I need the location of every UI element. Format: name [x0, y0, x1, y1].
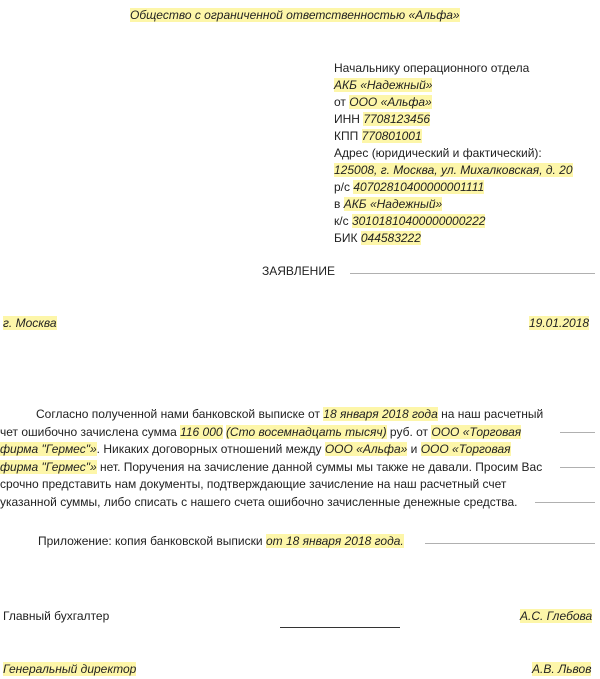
- corr-account-label: к/с: [334, 214, 349, 228]
- accountant-title: Главный бухгалтер: [3, 609, 110, 623]
- director-title: Генеральный директор: [3, 662, 137, 676]
- signature-line: [280, 627, 400, 628]
- in-bank-line: [334, 197, 442, 211]
- account-line: [334, 180, 484, 194]
- account-label: р/с: [334, 180, 351, 194]
- doc-title: ЗАЯВЛЕНИЕ: [262, 264, 335, 278]
- bik-line: [334, 231, 421, 245]
- amount-words: (Сто восемнадцать тысяч): [225, 424, 387, 439]
- form-line: [535, 502, 595, 503]
- corr-account-line: [334, 214, 485, 228]
- body-line-3: фирма "Гермес"». Никаких договорных отношений между ООО «Альфа» и ООО «Торговая: [0, 442, 511, 456]
- director-name: А.В. Львов: [532, 662, 592, 676]
- attachment-line: [38, 534, 404, 548]
- form-line: [560, 432, 595, 433]
- address-value: 125008, г. Москва, ул. Михалковская, д. 20: [334, 163, 573, 177]
- statement-date: 18 января 2018 года: [323, 407, 438, 421]
- from-org: ООО «Альфа»: [349, 95, 432, 109]
- sender-org: ООО «Торговая: [431, 424, 522, 439]
- kpp-value: 770801001: [361, 129, 422, 143]
- inn-label: ИНН: [334, 112, 360, 126]
- bik-label: БИК: [334, 231, 358, 245]
- amount: 116 000: [180, 424, 223, 439]
- kpp-line: [334, 129, 422, 143]
- from-label: от: [334, 95, 346, 109]
- addressee-bank: АКБ «Надежный»: [334, 78, 433, 92]
- body-line-5: срочно представить нам документы, подтверждающие зачисление на наш расчетный счет: [0, 477, 507, 491]
- inn-value: 7708123456: [363, 112, 431, 126]
- body-line-1: Согласно полученной нами банковской выписке от 18 января 2018 года на наш расчетный: [36, 407, 544, 421]
- title-underline: [350, 273, 595, 274]
- attachment-date: от 18 января 2018 года.: [265, 534, 404, 548]
- company-header: Общество с ограниченной ответственностью «Альфа»: [130, 8, 460, 22]
- accountant-name: А.С. Глебова: [520, 609, 593, 623]
- corr-account-value: 30101810400000000222: [351, 214, 486, 228]
- kpp-label: КПП: [334, 129, 359, 143]
- in-bank-label: в: [334, 197, 341, 211]
- attachment-underline: [425, 543, 595, 544]
- body-line-2: чет ошибочно зачислена сумма 116 000 (Сто восемнадцать тысяч) руб. от ООО «Торговая: [0, 424, 522, 439]
- in-bank-value: АКБ «Надежный»: [343, 197, 443, 211]
- from-line: [334, 95, 432, 109]
- place: г. Москва: [3, 316, 57, 330]
- account-value: 40702810400000001111: [353, 180, 485, 194]
- attachment-label: Приложение: копия банковской выписки: [38, 534, 263, 548]
- address-label: Адрес (юридический и фактический):: [334, 146, 542, 160]
- date: 19.01.2018: [529, 316, 590, 330]
- form-line: [560, 467, 595, 468]
- inn-line: [334, 112, 430, 126]
- our-org: ООО «Альфа»: [324, 442, 408, 456]
- body-line-4: фирма "Гермес"» нет. Поручения на зачисление данной суммы мы также не давали. Просим Вас: [0, 459, 543, 474]
- bik-value: 044583222: [360, 231, 421, 245]
- body-line-6: указанной суммы, либо списать с нашего счета ошибочно зачисленные денежные средства.: [0, 494, 518, 509]
- addressee-position: Начальнику операционного отдела: [334, 61, 530, 75]
